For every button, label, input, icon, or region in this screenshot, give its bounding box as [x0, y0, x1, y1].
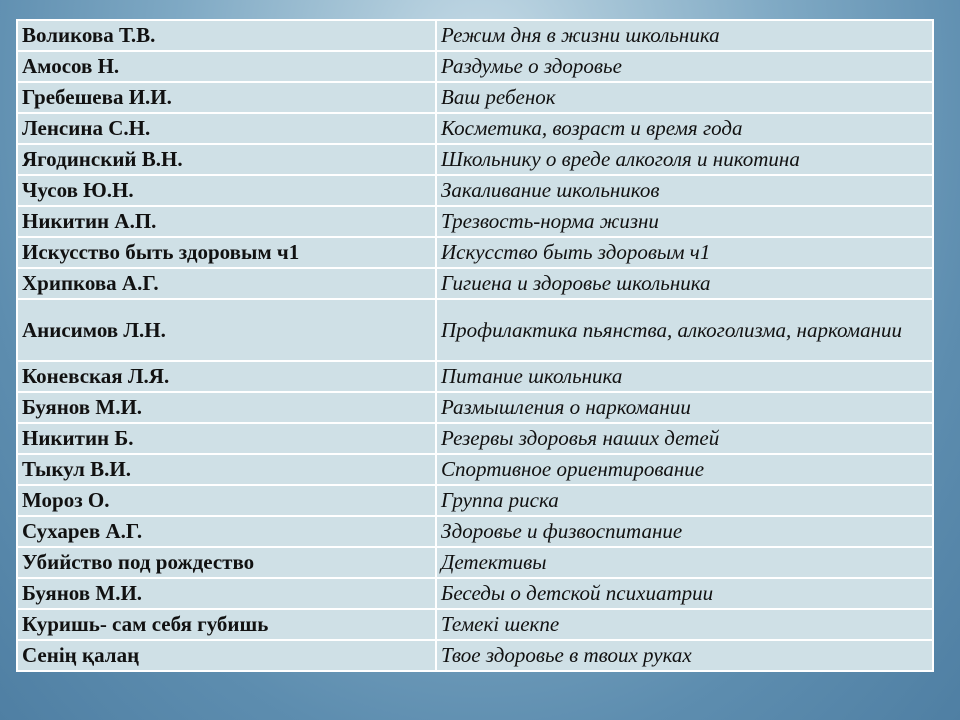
title-cell: Размышления о наркомании	[436, 392, 933, 423]
title-cell: Здоровье и физвоспитание	[436, 516, 933, 547]
title-cell: Твое здоровье в твоих руках	[436, 640, 933, 671]
title-cell: Группа риска	[436, 485, 933, 516]
author-cell: Амосов Н.	[17, 51, 436, 82]
table-row	[17, 640, 933, 671]
table-row	[17, 299, 933, 361]
title-cell: Раздумье о здоровье	[436, 51, 933, 82]
table-row	[17, 516, 933, 547]
table-row	[17, 361, 933, 392]
author-cell: Буянов М.И.	[17, 392, 436, 423]
table-row	[17, 547, 933, 578]
table-row	[17, 268, 933, 299]
title-cell: Школьнику о вреде алкоголя и никотина	[436, 144, 933, 175]
title-cell: Питание школьника	[436, 361, 933, 392]
title-cell: Ваш ребенок	[436, 82, 933, 113]
title-cell: Детективы	[436, 547, 933, 578]
table-row	[17, 423, 933, 454]
author-cell: Чусов Ю.Н.	[17, 175, 436, 206]
table-row	[17, 454, 933, 485]
author-cell: Никитин Б.	[17, 423, 436, 454]
table-row	[17, 206, 933, 237]
author-cell: Куришь- сам себя губишь	[17, 609, 436, 640]
table-row	[17, 609, 933, 640]
author-cell: Сенің қалаң	[17, 640, 436, 671]
table-row	[17, 20, 933, 51]
title-cell: Искусство быть здоровым ч1	[436, 237, 933, 268]
title-cell: Косметика, возраст и время года	[436, 113, 933, 144]
title-cell: Закаливание школьников	[436, 175, 933, 206]
table-row	[17, 113, 933, 144]
title-cell: Спортивное ориентирование	[436, 454, 933, 485]
author-cell: Мороз О.	[17, 485, 436, 516]
title-cell: Трезвость-норма жизни	[436, 206, 933, 237]
table-row	[17, 578, 933, 609]
author-cell: Никитин А.П.	[17, 206, 436, 237]
author-cell: Анисимов Л.Н.	[17, 299, 436, 361]
author-cell: Гребешева И.И.	[17, 82, 436, 113]
title-cell: Темекі шекпе	[436, 609, 933, 640]
table-row	[17, 51, 933, 82]
table-row	[17, 82, 933, 113]
author-cell: Буянов М.И.	[17, 578, 436, 609]
title-cell: Гигиена и здоровье школьника	[436, 268, 933, 299]
author-cell: Коневская Л.Я.	[17, 361, 436, 392]
table-row	[17, 144, 933, 175]
author-cell: Искусство быть здоровым ч1	[17, 237, 436, 268]
table-row	[17, 175, 933, 206]
author-cell: Ягодинский В.Н.	[17, 144, 436, 175]
table-row	[17, 485, 933, 516]
title-cell: Резервы здоровья наших детей	[436, 423, 933, 454]
book-list-table	[16, 19, 934, 672]
table-row	[17, 237, 933, 268]
author-cell: Хрипкова А.Г.	[17, 268, 436, 299]
table-row	[17, 392, 933, 423]
title-cell: Беседы о детской психиатрии	[436, 578, 933, 609]
author-cell: Тыкул В.И.	[17, 454, 436, 485]
author-cell: Воликова Т.В.	[17, 20, 436, 51]
author-cell: Сухарев А.Г.	[17, 516, 436, 547]
author-cell: Ленсина С.Н.	[17, 113, 436, 144]
author-cell: Убийство под рождество	[17, 547, 436, 578]
title-cell: Режим дня в жизни школьника	[436, 20, 933, 51]
title-cell: Профилактика пьянства, алкоголизма, наркомании	[436, 299, 933, 361]
